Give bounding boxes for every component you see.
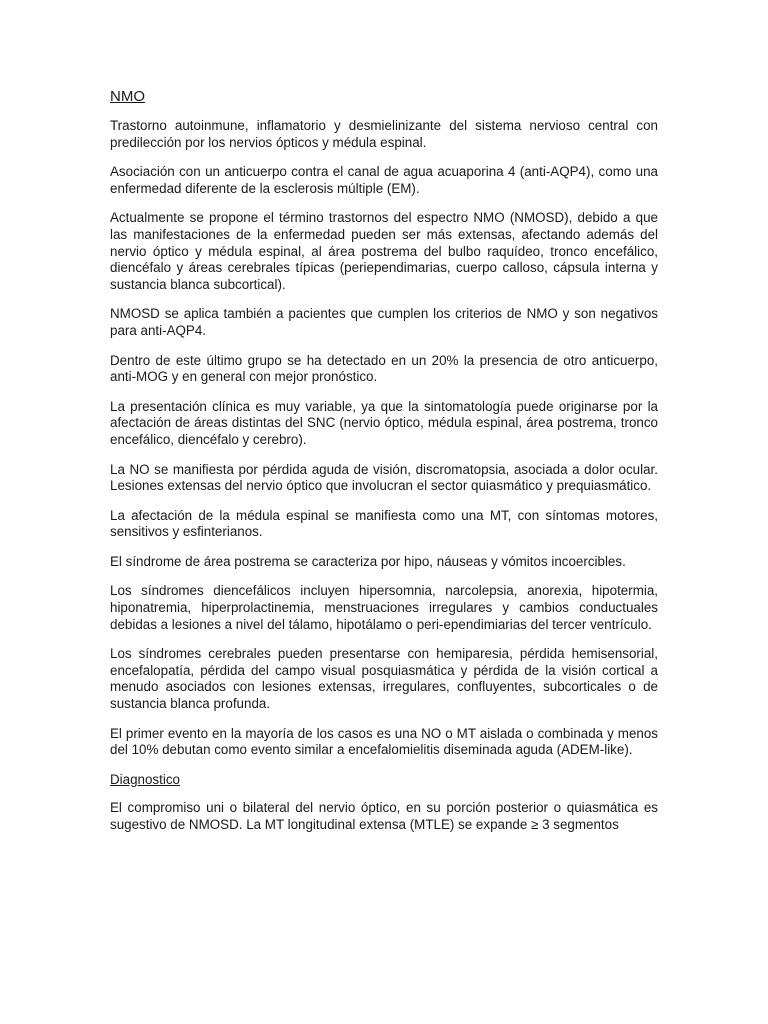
paragraph-optic-neuritis: La NO se manifiesta por pérdida aguda de visión, discromatopsia, asociada a dolor ocular. Lesiones extensas del nervio óptico que involucran el sector quiasmático y prequiasmático. xyxy=(110,461,658,494)
section-heading-diagnostico: Diagnostico xyxy=(110,771,180,787)
paragraph-diagnostic-optic: El compromiso uni o bilateral del nervio óptico, en su porción posterior o quiasmática es sugestivo de NMOSD. La MT longitudinal extensa (MTLE) se expande ≥ 3 segmentos xyxy=(110,800,658,832)
paragraph-spinal-cord: La afectación de la médula espinal se manifiesta como una MT, con síntomas motores, sensitivos y esfinterianos. xyxy=(110,507,658,540)
paragraph-nmosd-negative: NMOSD se aplica también a pacientes que cumplen los criterios de NMO y son negativos para anti-AQP4. xyxy=(110,306,658,338)
document-page xyxy=(110,88,658,847)
paragraph-clinical-presentation: La presentación clínica es muy variable, ya que la sintomatología puede originarse por la afectación de áreas distintas del SNC (nervio óptico, médula espinal, área postrema, tronco encefálico, diencéfalo y cerebro). xyxy=(110,398,658,447)
paragraph-area-postrema: El síndrome de área postrema se caracteriza por hipo, náuseas y vómitos incoercibles. xyxy=(110,553,626,569)
paragraph-definition: Trastorno autoinmune, inflamatorio y desmielinizante del sistema nervioso central con predilección por los nervios ópticos y médula espinal. xyxy=(110,118,658,150)
paragraph-antibody: Asociación con un anticuerpo contra el canal de agua acuaporina 4 (anti-AQP4), como una enfermedad diferente de la esclerosis múltiple (EM). xyxy=(110,164,658,196)
paragraph-nmosd-spectrum: Actualmente se propone el término trastornos del espectro NMO (NMOSD), debido a que las manifestaciones de la enfermedad pueden ser más extensas, afectando además del nervio óptico y médula espinal, al área postrema del bulbo raquídeo, tronco encefálico, diencéfalo y áreas cerebrales típicas (periependimarias, cuerpo calloso, cápsula interna y sustancia blanca subcortical). xyxy=(110,210,658,292)
paragraph-first-event: El primer evento en la mayoría de los casos es una NO o MT aislada o combinada y menos del 10% debutan como evento similar a encefalomielitis diseminada aguda (ADEM-like). xyxy=(110,725,658,758)
paragraph-cerebral: Los síndromes cerebrales pueden presentarse con hemiparesia, pérdida hemisensorial, encefalopatía, pérdida del campo visual posquiasmática y pérdida de la visión cortical a menudo asociados con lesiones extensas, irregulares, confluyentes, subcorticales o de sustancia blanca profunda. xyxy=(110,646,658,712)
paragraph-diencephalic: Los síndromes diencefálicos incluyen hipersomnia, narcolepsia, anorexia, hipotermia, hiponatremia, hiperprolactinemia, menstruaciones irregulares y cambios conductuales debidas a lesiones a nivel del tálamo, hipotálamo o peri-ependimiarias del tercer ventrículo. xyxy=(110,583,658,632)
document-title: NMO xyxy=(110,88,145,105)
paragraph-anti-mog: Dentro de este último grupo se ha detectado en un 20% la presencia de otro anticuerpo, anti-MOG y en general con mejor pronóstico. xyxy=(110,352,658,385)
